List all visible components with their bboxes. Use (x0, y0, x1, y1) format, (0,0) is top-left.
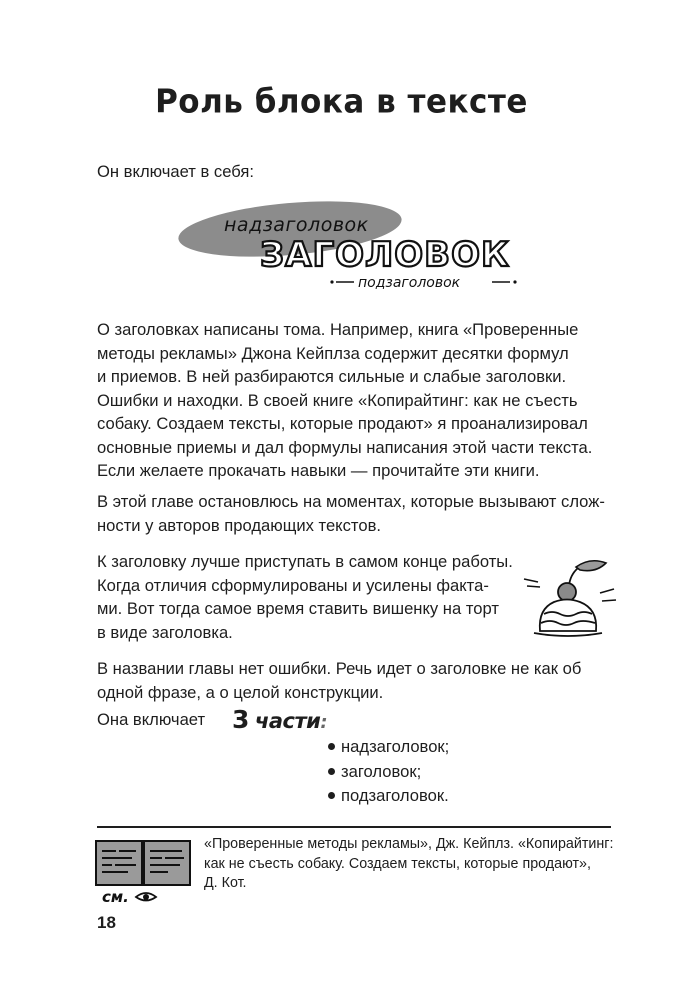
parts-list (328, 735, 449, 809)
list-item-label: заголовок; (341, 761, 422, 781)
paragraph-line: ми. Вот тогда самое время ставить вишенку на торт (97, 599, 499, 618)
paragraph-line: и приемов. В ней разбираются сильные и слабые заголовки. (97, 367, 567, 386)
footnote-text (204, 835, 616, 894)
parts-callout (232, 705, 327, 734)
list-item-label: надзаголовок; (341, 737, 450, 756)
paragraph-line: В этой главе остановлюсь на моментах, которые вызывают слож- (97, 492, 605, 511)
footnote-line: «Проверенные методы рекламы», Дж. Кейплз. «Копирайтинг: (204, 836, 614, 852)
list-item-label: подзаголовок. (341, 786, 449, 805)
parts-colon: : (320, 712, 328, 733)
list-item (328, 760, 449, 785)
paragraph-line: Если желаете прокачать навыки — прочитайте эти книги. (97, 461, 540, 480)
paragraph-line: основные приемы и дал формулы написания этой части текста. (97, 437, 593, 457)
paragraph-line: в виде заголовка. (97, 622, 233, 642)
paragraph-line: К заголовку лучше приступать в самом конце работы. (97, 552, 513, 571)
title-label: ЗАГОЛОВОК (260, 235, 510, 275)
includes-label: Она включает (97, 710, 206, 729)
page-title: Роль блока в тексте (155, 83, 528, 121)
paragraph-line: одной фразе, а о целой конструкции. (97, 682, 384, 702)
paragraph-line: Когда отличия сформулированы и усилены факта- (97, 575, 489, 595)
footnote-line: как не съесть собаку. Создаем тексты, которые продают», (204, 855, 591, 872)
book-reference-icon (92, 838, 196, 908)
heading-structure-illustration (178, 196, 528, 296)
cake-cherry-icon (520, 553, 620, 643)
paragraph-line: ности у авторов продающих текстов. (97, 515, 381, 535)
see-label: см. (102, 888, 129, 906)
paragraph-4 (97, 657, 617, 704)
parts-text: части (254, 709, 321, 733)
paragraph-line: В названии главы нет ошибки. Речь идет о заголовке не как об (97, 659, 582, 678)
footnote-line: Д. Кот. (204, 875, 247, 891)
footnote-divider (97, 826, 611, 828)
paragraph-line: собаку. Создаем тексты, которые продают» я проанализировал (97, 414, 588, 433)
list-item (328, 735, 449, 760)
bullet-icon (328, 792, 335, 799)
paragraph-2 (97, 490, 617, 537)
bullet-icon (328, 743, 335, 750)
paragraph-1 (97, 318, 617, 483)
paragraph-line: Ошибки и находки. В своей книге «Копирайтинг: как не съесть (97, 390, 578, 410)
list-item (328, 784, 449, 809)
page-number: 18 (97, 913, 116, 932)
intro-text: Он включает в себя: (97, 162, 254, 181)
subtitle-dot-left (330, 280, 333, 283)
parts-number: 3 (232, 705, 249, 734)
subtitle-label: подзаголовок (358, 275, 461, 291)
overtitle-label: надзаголовок (224, 214, 369, 236)
paragraph-line: О заголовках написаны тома. Например, книга «Проверенные (97, 320, 579, 339)
bullet-icon (328, 768, 335, 775)
subtitle-dot-right (513, 280, 516, 283)
paragraph-line: методы рекламы» Джона Кейплза содержит десятки формул (97, 343, 569, 363)
